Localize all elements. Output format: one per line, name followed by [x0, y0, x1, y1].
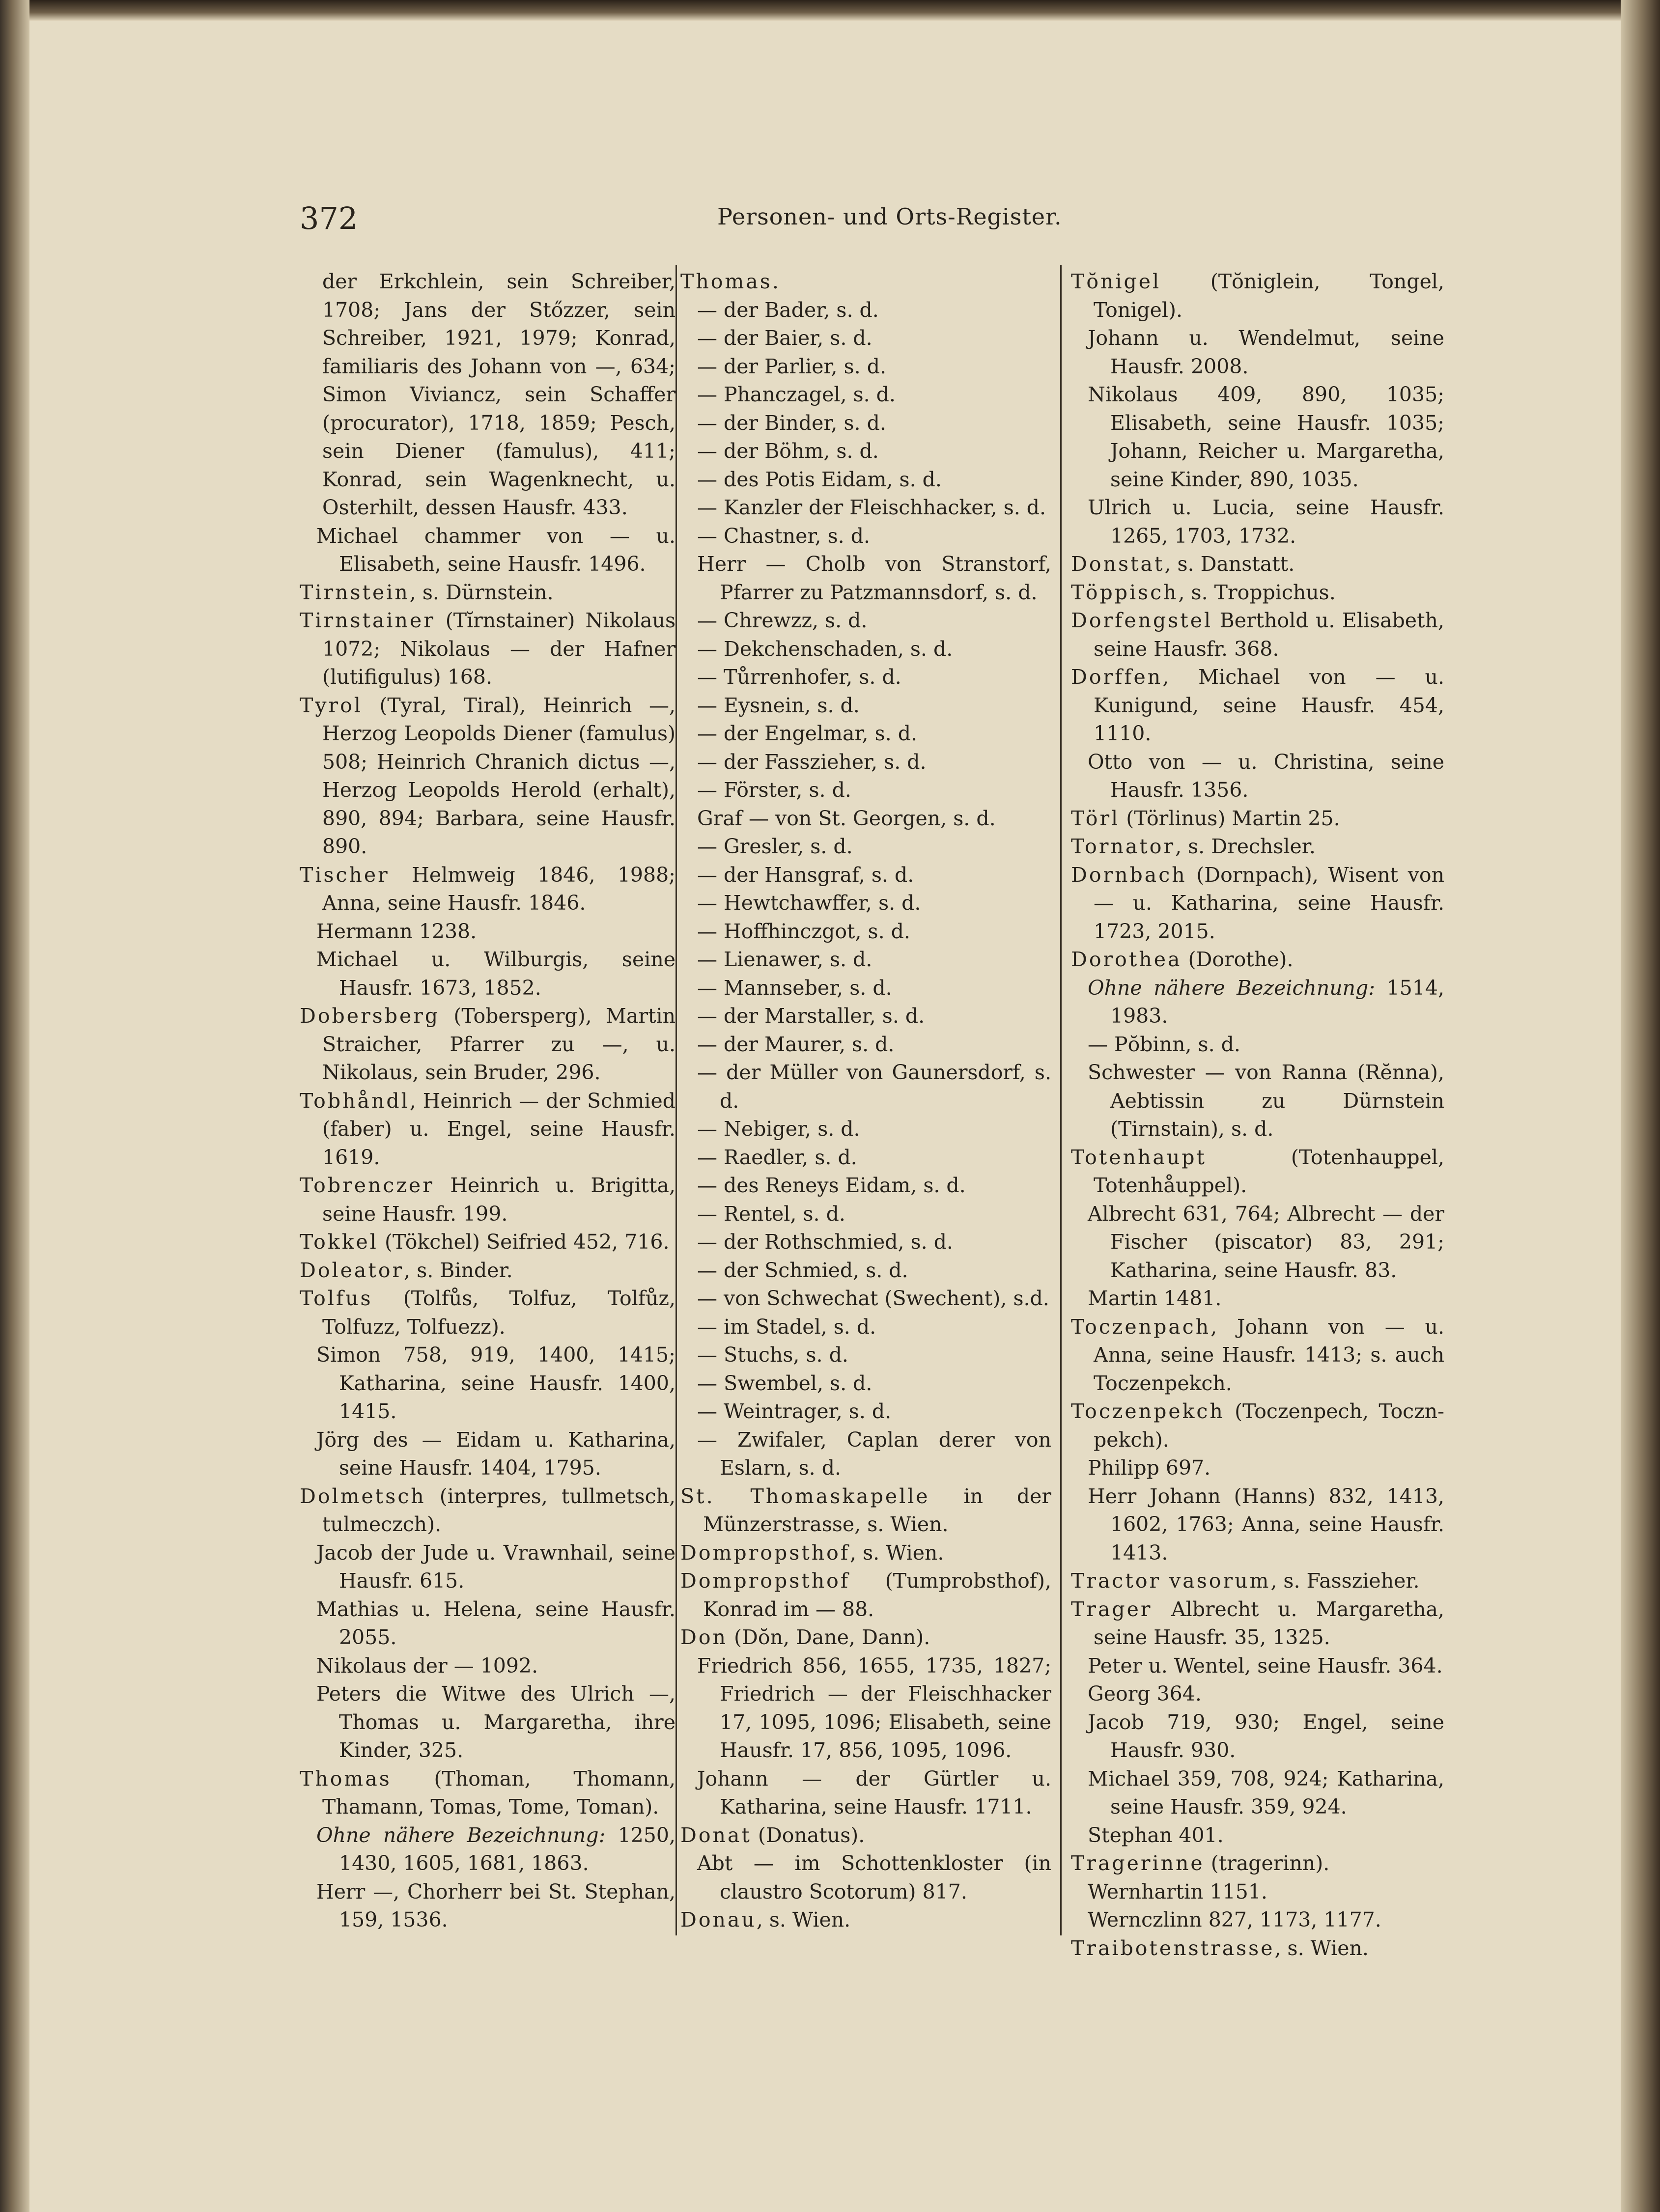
running-title: Personen- und Orts-Register.: [717, 203, 1062, 230]
page-number: 372: [300, 200, 358, 236]
entry-text: (Tolfůs, Tolfuz, Tolfůz, Tolfuzz, Tolfuezz).: [322, 1287, 675, 1339]
page-right-edge: [1621, 0, 1660, 2212]
register-subentry: Friedrich 856, 1655, 1735, 1827; Friedrich — der Fleischhacker 17, 1095, 1096; Elisabeth, seine Hausfr. 17, 856, 1095, 1096.: [697, 1653, 1051, 1762]
register-subentry: — der Schmied, s. d.: [697, 1258, 908, 1282]
entry-headword: Don: [680, 1625, 728, 1649]
register-subentry: Johann u. Wendelmut, seine Hausfr. 2008.: [1088, 326, 1444, 378]
entry-headword: Dolmetsch: [300, 1484, 426, 1508]
entry-qualifier: Ohne nähere Bezeichnung:: [1088, 976, 1376, 1000]
register-column-1: [300, 268, 675, 1934]
page-top-shadow: [0, 0, 1660, 21]
entry-headword: Dorfengstel: [1071, 609, 1213, 632]
entry-headword: Dorffen: [1071, 665, 1163, 689]
register-entry: [680, 1906, 1051, 1934]
entry-text: Heinrich u. Brigitta, seine Hausfr. 199.: [322, 1174, 675, 1226]
register-entry: [1071, 579, 1444, 607]
entry-headword: Tirnstein: [300, 580, 410, 604]
register-subentry: Abt — im Schottenkloster (in claustro Scotorum) 817.: [697, 1851, 1051, 1904]
register-entry: [680, 1567, 1051, 1624]
register-subentry: — der Hansgraf, s. d.: [697, 863, 914, 887]
register-subentry: Graf — von St. Georgen, s. d.: [697, 806, 996, 830]
register-subentry: — Zwifaler, Caplan derer von Eslarn, s. d.: [697, 1428, 1051, 1480]
register-subentry: — der Maurer, s. d.: [697, 1032, 895, 1056]
register-subentry: — Mannseber, s. d.: [697, 976, 892, 1000]
register-entry: [300, 1087, 675, 1172]
entry-headword: Tirnstainer: [300, 609, 435, 632]
register-entry: [680, 1624, 1051, 1652]
register-entry: [1071, 1596, 1444, 1652]
register-subentry: — der Fasszieher, s. d.: [697, 750, 927, 774]
entry-headword: Donau: [680, 1908, 757, 1932]
entry-text: , Johann von — u. Anna, seine Hausfr. 1413; s. auch Toczenpekch.: [1094, 1315, 1444, 1395]
register-entry: [300, 692, 675, 861]
page-left-shadow: [0, 0, 29, 2212]
entry-text: .: [772, 270, 779, 293]
entry-text: , Michael von — u. Kunigund, seine Hausfr. 454, 1110.: [1094, 665, 1444, 745]
entry-headword: Doleator: [300, 1258, 404, 1282]
entry-text: 1250, 1430, 1605, 1681, 1863.: [339, 1823, 675, 1875]
entry-text: (Dorothe).: [1182, 948, 1294, 971]
register-subentry: — Phanczagel, s. d.: [697, 383, 896, 406]
register-subentry: Georg 364.: [1088, 1682, 1202, 1706]
register-subentry: — der Rothschmied, s. d.: [697, 1230, 953, 1254]
entry-text: (Dŏn, Dane, Dann).: [727, 1625, 930, 1649]
column-divider-1: [675, 265, 677, 1935]
entry-headword: Tobhåndl: [300, 1089, 410, 1113]
register-subentry: — Swembel, s. d.: [697, 1371, 872, 1395]
register-entry: [300, 607, 675, 692]
register-subentry: Ulrich u. Lucia, seine Hausfr. 1265, 1703, 1732.: [1088, 496, 1444, 548]
entry-text: 1514, 1983.: [1110, 976, 1444, 1028]
entry-headword: Dompropsthof: [680, 1569, 850, 1593]
entry-text: (Tyral, Tiral), Heinrich —, Herzog Leopolds Diener (famulus) 508; Heinrich Chranich dictus —, Herzog Leopolds Herold (erhalt), 890, 894; Barbara, seine Hausfr. 890.: [322, 693, 675, 858]
register-subentry: — der Parlier, s. d.: [697, 354, 886, 378]
entry-headword: Toczenpekch: [1071, 1400, 1225, 1423]
entry-headword: St. Thomaskapelle: [680, 1484, 930, 1508]
entry-text: , s. Wien.: [1274, 1936, 1369, 1960]
register-subentry: — Eysnein, s. d.: [697, 693, 860, 717]
register-entry: [300, 1257, 675, 1285]
register-entry: [680, 1821, 1051, 1850]
register-subentry: — Dekchenschaden, s. d.: [697, 637, 953, 661]
register-subentry: Wernhartin 1151.: [1088, 1879, 1267, 1904]
register-subentry: — Hoffhinczgot, s. d.: [697, 919, 910, 943]
register-entry: [300, 579, 675, 607]
entry-text: (Törlinus) Martin 25.: [1120, 806, 1340, 830]
entry-headword: Törl: [1071, 806, 1120, 830]
register-subentry: Herr —, Chorherr bei St. Stephan, 159, 1536.: [316, 1879, 675, 1932]
entry-text: in der Münzerstrasse, s. Wien.: [703, 1484, 1051, 1536]
entry-headword: Töppisch: [1071, 580, 1179, 604]
register-entry: [300, 1483, 675, 1539]
entry-headword: Tischer: [300, 863, 390, 887]
entry-text: , Heinrich — der Schmied (faber) u. Engel, seine Hausfr. 1619.: [322, 1089, 675, 1169]
register-subentry: Philipp 697.: [1088, 1456, 1211, 1480]
entry-headword: Tragerinne: [1071, 1851, 1205, 1875]
entry-headword: Donat: [680, 1823, 752, 1847]
entry-headword: Donstat: [1071, 552, 1165, 576]
page-header: [300, 200, 1493, 240]
entry-text: (Donatus).: [751, 1823, 865, 1847]
register-subentry: — der Baier, s. d.: [697, 326, 872, 350]
register-subentry: — der Bader, s. d.: [697, 298, 879, 322]
entry-text: , s. Drechsler.: [1175, 835, 1316, 858]
entry-text: , s. Wien.: [756, 1908, 851, 1932]
register-entry: [1071, 833, 1444, 861]
entry-headword: Tyrol: [300, 693, 363, 717]
register-subentry: Albrecht 631, 764; Albrecht — der Fischer (piscator) 83, 291; Katharina, seine Hausfr. 83.: [1088, 1202, 1444, 1282]
register-entry: [1071, 1144, 1444, 1200]
entry-text: (Tŏniglein, Tongel, Tonigel).: [1094, 270, 1444, 322]
register-subentry: — Nebiger, s. d.: [697, 1117, 860, 1141]
entry-text: , s. Dürnstein.: [409, 580, 554, 604]
entry-text: , s. Binder.: [404, 1258, 513, 1282]
entry-headword: Tractor vasorum: [1071, 1569, 1271, 1593]
entry-text: (Tĭrnstainer) Nikolaus 1072; Nikolaus — der Hafner (lutifigulus) 168.: [322, 609, 675, 689]
register-column-2: [680, 268, 1051, 1934]
entry-headword: Tornator: [1071, 835, 1176, 858]
register-entry: [1071, 268, 1444, 324]
register-subentry: Simon 758, 919, 1400, 1415; Katharina, seine Hausfr. 1400, 1415.: [316, 1343, 675, 1423]
entry-text: (Totenhauppel, Totenhåuppel).: [1094, 1145, 1444, 1197]
register-subentry: — Tůrrenhofer, s. d.: [697, 665, 901, 689]
entry-text: Albrecht u. Margaretha, seine Hausfr. 35, 1325.: [1094, 1597, 1444, 1649]
entry-headword: Dornbach: [1071, 863, 1187, 887]
register-subentry: Michael chammer von — u. Elisabeth, seine Hausfr. 1496.: [316, 524, 675, 576]
entry-text: (Tobersperg), Martin Straicher, Pfarrer zu —, u. Nikolaus, sein Bruder, 296.: [322, 1004, 675, 1084]
register-subentry: Stephan 401.: [1088, 1823, 1224, 1847]
register-entry: [1071, 607, 1444, 663]
entry-text: (tragerinn).: [1204, 1851, 1330, 1875]
register-subentry: Wernczlinn 827, 1173, 1177.: [1088, 1908, 1381, 1932]
register-subentry: — Kanzler der Fleischhacker, s. d.: [697, 496, 1046, 519]
register-subentry: — Raedler, s. d.: [697, 1145, 857, 1169]
entry-text: (Thoman, Thomann, Thamann, Tomas, Tome, Toman).: [322, 1766, 675, 1819]
register-entry: [300, 1228, 675, 1257]
register-subentry: — von Schwechat (Swechent), s.d.: [697, 1287, 1049, 1310]
register-subentry: — des Potis Eidam, s. d.: [697, 467, 942, 491]
register-entry: [1071, 663, 1444, 748]
entry-headword: Trager: [1071, 1597, 1153, 1621]
register-entry: [300, 1172, 675, 1228]
register-subentry: Michael u. Wilburgis, seine Hausfr. 1673, 1852.: [316, 948, 675, 1000]
register-entry: [680, 1483, 1051, 1539]
register-subentry: [300, 1821, 675, 1878]
register-subentry: Otto von — u. Christina, seine Hausfr. 1356.: [1088, 750, 1444, 802]
register-subentry: — Hewtchawffer, s. d.: [697, 891, 921, 915]
entry-headword: Dorothea: [1071, 948, 1182, 971]
entry-text: , s. Wien.: [850, 1540, 944, 1565]
entry-headword: Thomas: [680, 270, 772, 293]
register-subentry: — der Böhm, s. d.: [697, 439, 879, 463]
register-entry: [300, 861, 675, 918]
register-subentry: — im Stadel, s. d.: [697, 1315, 876, 1339]
register-column-3: [1071, 268, 1444, 1962]
entry-text: (Toczenpech, Tocznpekch).: [1094, 1400, 1444, 1452]
entry-text: Helmweig 1846, 1988; Anna, seine Hausfr. 1846.: [322, 863, 675, 915]
register-subentry: — Weintrager, s. d.: [697, 1400, 892, 1423]
register-subentry: Peter u. Wentel, seine Hausfr. 364.: [1088, 1653, 1443, 1678]
register-subentry: Martin 1481.: [1088, 1287, 1222, 1310]
entry-headword: Dompropsthof: [680, 1540, 850, 1565]
register-continuation: der Erkchlein, sein Schreiber, 1708; Jans der Stőzzer, sein Schreiber, 1921, 1979; Konrad, familiaris des Johann von —, 634; Simon Viviancz, sein Schaffer (procurator), 1718, 1859; Pesch, sein Diener (famulus), 411; Konrad, sein Wagenknecht, u. Osterhilt, dessen Hausfr. 433.: [322, 270, 675, 519]
register-subentry: — Pŏbinn, s. d.: [1088, 1032, 1240, 1056]
register-subentry: — Chastner, s. d.: [697, 524, 870, 548]
register-subentry: Nikolaus 409, 890, 1035; Elisabeth, seine Hausfr. 1035; Johann, Reicher u. Margaretha, seine Kinder, 890, 1035.: [1088, 383, 1444, 491]
register-entry: [1071, 946, 1444, 974]
column-divider-2: [1060, 265, 1062, 1935]
register-subentry: Mathias u. Helena, seine Hausfr. 2055.: [316, 1597, 675, 1649]
register-subentry: Hermann 1238.: [316, 919, 477, 943]
register-subentry: Schwester — von Ranna (Rĕnna), Aebtissin zu Dürnstein (Tirnstain), s. d.: [1088, 1061, 1444, 1141]
register-subentry: Michael 359, 708, 924; Katharina, seine Hausfr. 359, 924.: [1088, 1766, 1444, 1819]
entry-headword: Tokkel: [300, 1230, 378, 1254]
entry-headword: Tolfus: [300, 1287, 373, 1310]
register-subentry: [1071, 974, 1444, 1031]
register-entry: [1071, 1567, 1444, 1596]
register-subentry: — Förster, s. d.: [697, 778, 851, 802]
entry-text: (Tumprobsthof), Konrad im — 88.: [703, 1569, 1051, 1621]
register-subentry: — des Reneys Eidam, s. d.: [697, 1174, 966, 1197]
entry-headword: Thomas: [300, 1766, 392, 1791]
register-subentry: — der Engelmar, s. d.: [697, 722, 917, 745]
entry-headword: Tobrenczer: [300, 1174, 434, 1197]
register-entry: [1071, 861, 1444, 946]
register-subentry: Herr Johann (Hanns) 832, 1413, 1602, 1763; Anna, seine Hausfr. 1413.: [1088, 1484, 1444, 1565]
register-subentry: Jacob der Jude u. Vrawnhail, seine Hausfr. 615.: [316, 1540, 675, 1593]
entry-headword: Traibotenstrasse: [1071, 1936, 1275, 1960]
entry-text: (Dornpach), Wisent von — u. Katharina, seine Hausfr. 1723, 2015.: [1094, 863, 1444, 943]
register-subentry: Herr — Cholb von Stranstorf, Pfarrer zu Patzmannsdorf, s. d.: [697, 552, 1051, 604]
entry-text: , s. Danstatt.: [1164, 552, 1295, 576]
register-subentry: — Chrewzz, s. d.: [697, 609, 868, 632]
register-subentry: — Stuchs, s. d.: [697, 1343, 848, 1367]
entry-headword: Totenhaupt: [1071, 1145, 1207, 1169]
register-subentry: — Rentel, s. d.: [697, 1202, 845, 1226]
register-entry: [1071, 1313, 1444, 1398]
entry-text: (interpres, tullmetsch, tulmeczch).: [322, 1484, 675, 1536]
register-entry: [300, 1002, 675, 1087]
register-entry: [680, 268, 1051, 296]
register-entry: [680, 1539, 1051, 1568]
entry-text: , s. Troppichus.: [1178, 580, 1336, 604]
register-subentry: Peters die Witwe des Ulrich —, Thomas u. Margaretha, ihre Kinder, 325.: [316, 1682, 675, 1762]
register-subentry: — Lienawer, s. d.: [697, 948, 872, 971]
register-subentry: — Gresler, s. d.: [697, 835, 853, 858]
entry-headword: Toczenpach: [1071, 1315, 1211, 1339]
entry-text: (Tökchel) Seifried 452, 716.: [378, 1230, 670, 1254]
register-subentry: — der Müller von Gaunersdorf, s. d.: [697, 1061, 1051, 1113]
register-subentry: Johann — der Gürtler u. Katharina, seine Hausfr. 1711.: [697, 1766, 1051, 1819]
entry-headword: Dobersberg: [300, 1004, 440, 1028]
register-entry: [300, 1765, 675, 1821]
register-entry: [300, 1285, 675, 1341]
register-entry: [1071, 550, 1444, 579]
register-subentry: — der Binder, s. d.: [697, 411, 886, 435]
register-entry: [1071, 1398, 1444, 1454]
entry-text: Berthold u. Elisabeth, seine Hausfr. 368.: [1094, 609, 1444, 661]
entry-qualifier: Ohne nähere Bezeichnung:: [316, 1823, 606, 1847]
register-entry: [1071, 1849, 1444, 1878]
register-entry: [1071, 1934, 1444, 1963]
register-entry: [1071, 805, 1444, 833]
register-subentry: Jörg des — Eidam u. Katharina, seine Hausfr. 1404, 1795.: [316, 1428, 675, 1480]
register-subentry: Nikolaus der — 1092.: [316, 1653, 538, 1678]
entry-headword: Tŏnigel: [1071, 270, 1161, 293]
register-subentry: — der Marstaller, s. d.: [697, 1004, 925, 1028]
register-subentry: Jacob 719, 930; Engel, seine Hausfr. 930.: [1088, 1710, 1444, 1762]
entry-text: , s. Fasszieher.: [1270, 1569, 1420, 1593]
